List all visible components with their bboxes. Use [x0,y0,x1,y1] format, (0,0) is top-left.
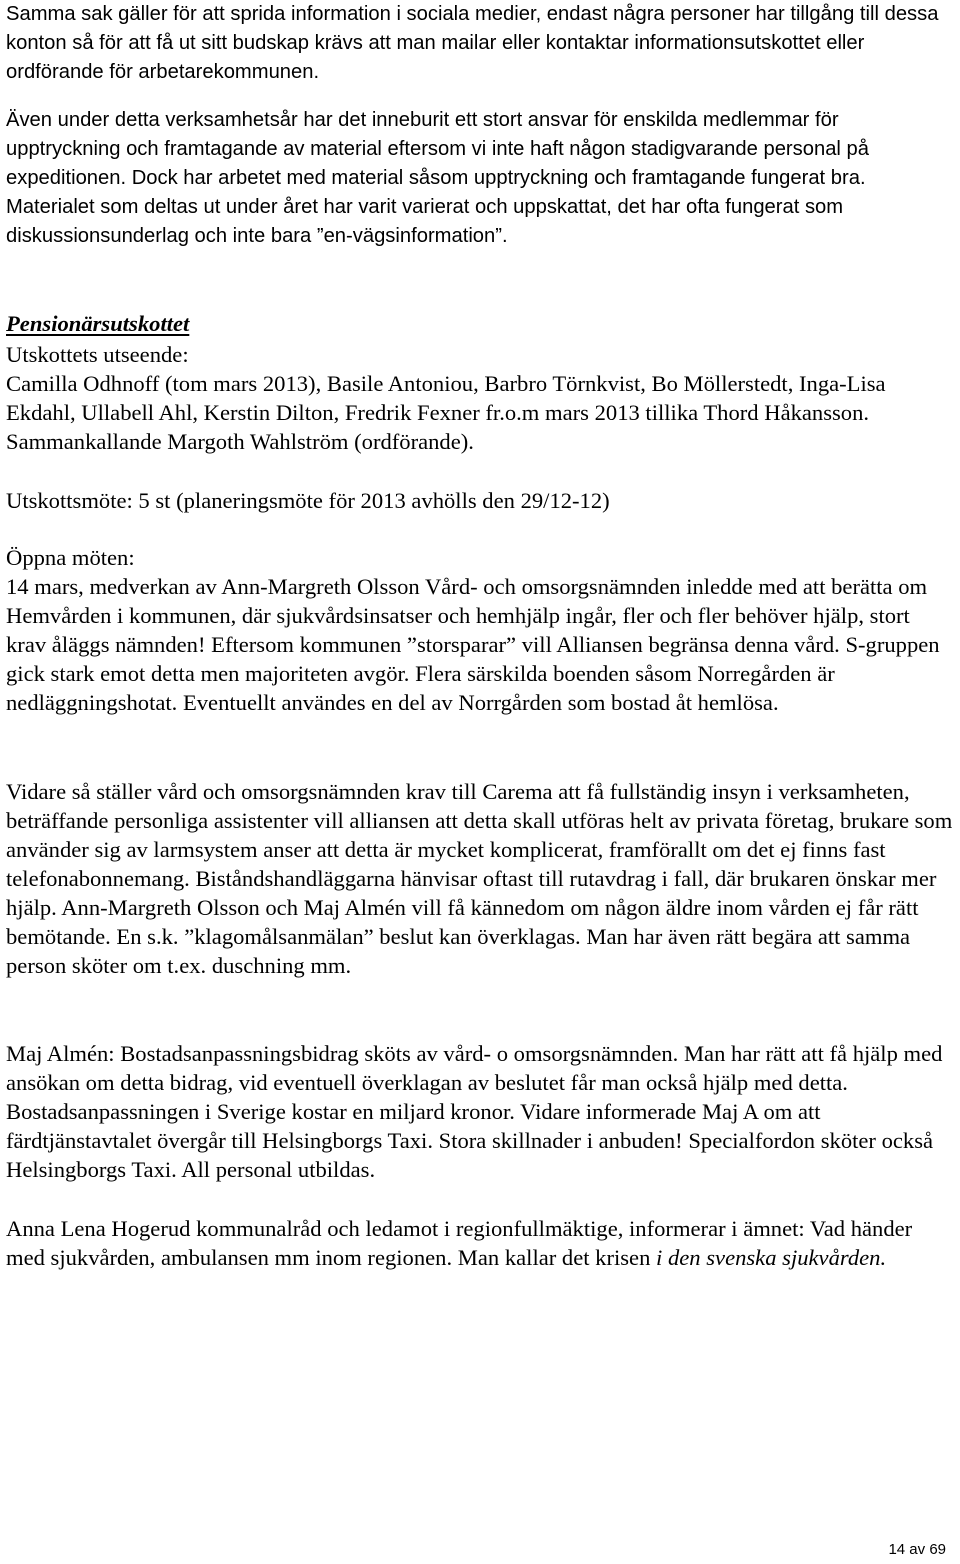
paragraph-social-media: Samma sak gäller för att sprida information i sociala medier, endast några personer har tillgång till dessa konton så för att få ut sitt budskap krävs att man mailar eller kontaktar informationsutskottet eller ordförande för arbetarekommunen. [6,3,939,83]
paragraph-anna-lena [6,1214,954,1272]
anna-text-italic: i den svenska sjukvården. [656,1245,887,1270]
committee-members-text: Camilla Odhnoff (tom mars 2013), Basile Antoniou, Barbro Törnkvist, Bo Möllerstedt, Inga-Lisa Ekdahl, Ullabell Ahl, Kerstin Dilton, Fredrik Fexner fr.o.m mars 2013 tillika Thord Håkansson. Sammankallande Margoth Wahlström (ordförande). [6,371,886,454]
anna-text: Anna Lena Hogerud kommunalråd och ledamot i regionfullmäktige, informerar i ämnet: Vad händer med sjukvården, ambulansen mm inom regionen. Man kallar det krisen [6,1216,913,1270]
paragraph-maj-almen: Maj Almén: Bostadsanpassningsbidrag sköts av vård- o omsorgsnämnden. Man har rätt att få hjälp med ansökan om detta bidrag, vid eventuell överklagan av beslutet får man också hjälp med detta. Bostadsanpassningen i Sverige kostar en miljard kronor. Vidare informerade Maj A om att färdtjänstavtalet övergår till Helsingborgs Taxi. Stora skillnader i anbuden! Specialfordon sköter också Helsingborgs Taxi. All personal utbildas. [6,1041,943,1182]
open-meetings-block [6,543,954,717]
paragraph-material-responsibility: Även under detta verksamhetsår har det inneburit ett stort ansvar för enskilda medlemmar för upptryckning och framtagande av material eftersom vi inte haft någon stadigvarande personal på expeditionen. Dock har arbetet med material såsom upptryckning och framtagande fungerat bra. Materialet som deltas ut under året har varit varierat och uppskattat, det har ofta fungerat som diskussionsunderlag och inte bara ”en-vägsinformation”. [6,109,869,247]
page-number: 14 av 69 [888,1541,946,1558]
open-meetings-label: Öppna möten: [6,545,135,570]
committee-members-block [6,340,954,456]
committee-members-label: Utskottets utseende: [6,342,189,367]
paragraph-carema: Vidare så ställer vård och omsorgsnämnden krav till Carema att få fullständig insyn i verksamheten, beträffande personliga assistenter vill alliansen att detta skall utföras helt av privata företag, brukare som använder sig av larmsystem anser att detta är mycket komplicerat, framförallt om det ej finns fast telefonabonnemang. Biståndshandläggarna hänvisar oftast till rutavdrag i fall, där brukaren önskar mer hjälp. Ann-Margreth Olsson och Maj Almén vill få kännedom om någon äldre inom vården ej får rätt bemötande. En s.k. ”klagomålsanmälan” beslut kan överklagas. Man har även rätt begära att samma person sköter om t.ex. duschning mm. [6,779,953,978]
committee-meetings: Utskottsmöte: 5 st (planeringsmöte för 2013 avhölls den 29/12-12) [6,488,610,513]
section-heading: Pensionärsutskottet [6,311,190,336]
open-meetings-text: 14 mars, medverkan av Ann-Margreth Olsson Vård- och omsorgsnämnden inledde med att berätta om Hemvården i kommunen, där sjukvårdsinsatser och hemhjälp ingår, fler och fler behöver hjälp, stort krav åläggs nämnden! Eftersom kommunen ”storsparar” vill Alliansen begränsa denna vård. S-gruppen gick stark emot detta men majoriteten avgör. Flera särskilda boenden såsom Norregården är nedläggningshotat. Eventuellt användes en del av Norrgården som bostad åt hemlösa. [6,574,940,715]
